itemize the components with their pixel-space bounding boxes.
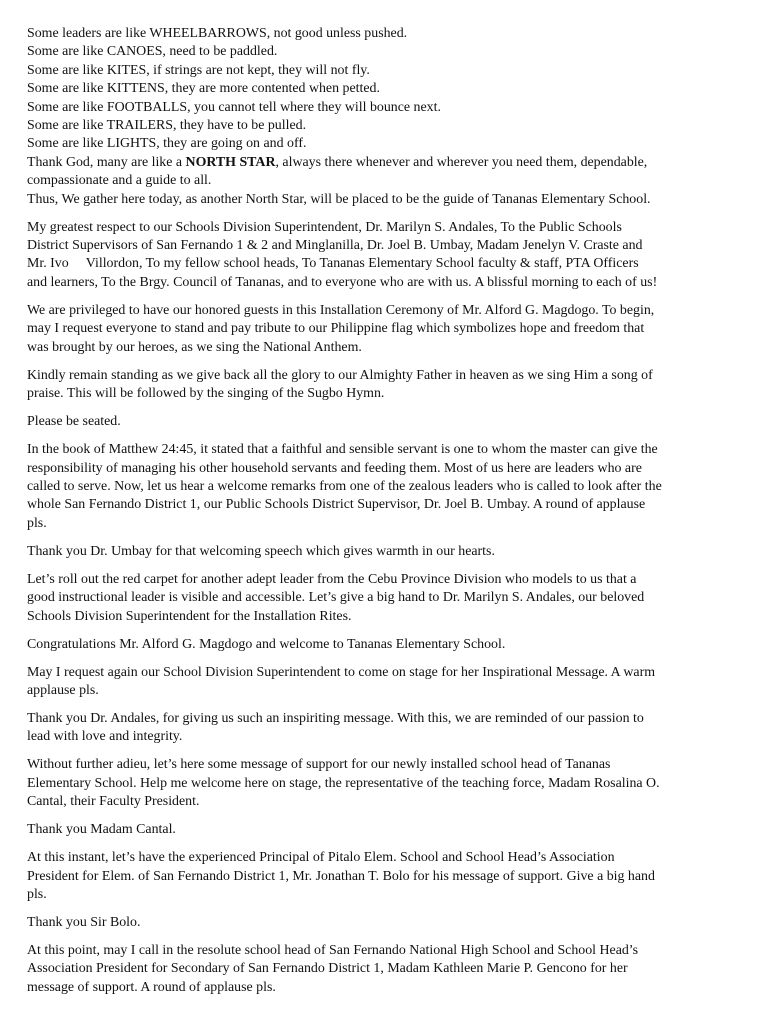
paragraph-line: responsibility of managing his other household servants and feeding them. Most of us here are leaders who are — [27, 460, 642, 476]
intro-line: Some are like CANOES, need to be paddled. — [27, 44, 278, 60]
paragraph — [27, 664, 744, 701]
paragraph-line: President for Elem. of San Fernando District 1, Mr. Jonathan T. Bolo for his message of support. Give a big hand — [27, 868, 655, 884]
paragraph — [27, 849, 744, 904]
paragraph-line: praise. This will be followed by the singing of the Sugbo Hymn. — [27, 386, 385, 402]
intro-block — [27, 25, 744, 209]
paragraph — [27, 942, 744, 997]
paragraph-line: pls. — [27, 886, 47, 902]
paragraph-line: Thank you Dr. Umbay for that welcoming speech which gives warmth in our hearts. — [27, 543, 495, 559]
paragraph-line: and learners, To the Brgy. Council of Tananas, and to everyone who are with us. A blissful morning to each of us! — [27, 274, 658, 290]
north-star-before: Thank God, many are like a — [27, 154, 186, 170]
thus-line: Thus, We gather here today, as another North Star, will be placed to be the guide of Tananas Elementary School. — [27, 191, 651, 207]
north-star-line — [27, 154, 744, 172]
paragraph — [27, 367, 744, 404]
paragraph-line: Kindly remain standing as we give back all the glory to our Almighty Father in heaven as we sing Him a song of — [27, 367, 653, 383]
paragraph-line: In the book of Matthew 24:45, it stated that a faithful and sensible servant is one to whom the master can give the — [27, 442, 658, 458]
paragraph-line: We are privileged to have our honored guests in this Installation Ceremony of Mr. Alford G. Magdogo. To begin, — [27, 302, 655, 318]
paragraph — [27, 710, 744, 747]
paragraph — [27, 219, 744, 293]
north-star-bold: NORTH STAR — [185, 154, 276, 170]
paragraph-line: May I request again our School Division Superintendent to come on stage for her Inspirational Message. A warm — [27, 664, 656, 680]
paragraph-line: Thank you Madam Cantal. — [27, 822, 176, 838]
north-star-line-2: compassionate and a guide to all. — [27, 173, 212, 189]
paragraph-line: applause pls. — [27, 682, 99, 698]
paragraph-line: Schools Division Superintendent for the Installation Rites. — [27, 608, 352, 624]
paragraph — [27, 543, 744, 561]
paragraph-line: Association President for Secondary of San Fernando District 1, Madam Kathleen Marie P. Gencono for her — [27, 961, 628, 977]
paragraph-line: Mr. Ivo Villordon, To my fellow school heads, To Tananas Elementary School faculty & staff, PTA Officers — [27, 256, 639, 272]
paragraph — [27, 636, 744, 654]
intro-line: Some are like KITES, if strings are not kept, they will not fly. — [27, 62, 370, 78]
paragraph-line: was brought by our heroes, as we sing the National Anthem. — [27, 339, 362, 355]
paragraph-line: Please be seated. — [27, 414, 121, 430]
paragraph-line: Thank you Dr. Andales, for giving us such an inspiriting message. With this, we are reminded of our passion to — [27, 710, 644, 726]
paragraph-line: Cantal, their Faculty President. — [27, 794, 200, 810]
north-star-after: , always there whenever and wherever you need them, dependable, — [275, 154, 648, 170]
body-paragraphs — [27, 219, 744, 998]
paragraph-line: Elementary School. Help me welcome here on stage, the representative of the teaching force, Madam Rosalina O. — [27, 775, 660, 791]
paragraph-line: At this point, may I call in the resolute school head of San Fernando National High School and School Head’s — [27, 942, 639, 958]
paragraph-line: called to serve. Now, let us hear a welcome remarks from one of the zealous leaders who is called to look after the — [27, 478, 662, 494]
paragraph-line: message of support. A round of applause pls. — [27, 979, 276, 995]
intro-line: Some are like TRAILERS, they have to be pulled. — [27, 118, 307, 134]
paragraph-line: lead with love and integrity. — [27, 729, 183, 745]
paragraph — [27, 413, 744, 431]
paragraph — [27, 302, 744, 357]
paragraph-line: Thank you Sir Bolo. — [27, 914, 141, 930]
paragraph-line: My greatest respect to our Schools Division Superintendent, Dr. Marilyn S. Andales, To the Public Schools — [27, 219, 622, 235]
paragraph-line: District Supervisors of San Fernando 1 & 2 and Minglanilla, Dr. Joel B. Umbay, Madam Jenelyn V. Craste and — [27, 238, 643, 254]
paragraph-line: At this instant, let’s have the experienced Principal of Pitalo Elem. School and School Head’s Association — [27, 850, 615, 866]
paragraph — [27, 571, 744, 626]
paragraph — [27, 756, 744, 811]
paragraph-line: whole San Fernando District 1, our Public Schools District Supervisor, Dr. Joel B. Umbay. A round of applause — [27, 497, 646, 513]
intro-line: Some are like LIGHTS, they are going on and off. — [27, 136, 307, 152]
paragraph-line: may I request everyone to stand and pay tribute to our Philippine flag which symbolizes hope and freedom that — [27, 321, 645, 337]
paragraph-line: pls. — [27, 515, 47, 531]
intro-line: Some are like KITTENS, they are more contented when petted. — [27, 81, 380, 97]
paragraph-line: Without further adieu, let’s here some message of support for our newly installed school head of Tananas — [27, 757, 611, 773]
intro-line: Some leaders are like WHEELBARROWS, not good unless pushed. — [27, 26, 408, 41]
paragraph-line: Let’s roll out the red carpet for another adept leader from the Cebu Province Division who models to us that a — [27, 571, 637, 587]
paragraph — [27, 914, 744, 932]
paragraph-line: good instructional leader is visible and accessible. Let’s give a big hand to Dr. Marilyn S. Andales, our beloved — [27, 590, 645, 606]
paragraph — [27, 441, 744, 533]
paragraph-line: Congratulations Mr. Alford G. Magdogo and welcome to Tananas Elementary School. — [27, 636, 506, 652]
intro-line: Some are like FOOTBALLS, you cannot tell where they will bounce next. — [27, 99, 441, 115]
paragraph — [27, 821, 744, 839]
